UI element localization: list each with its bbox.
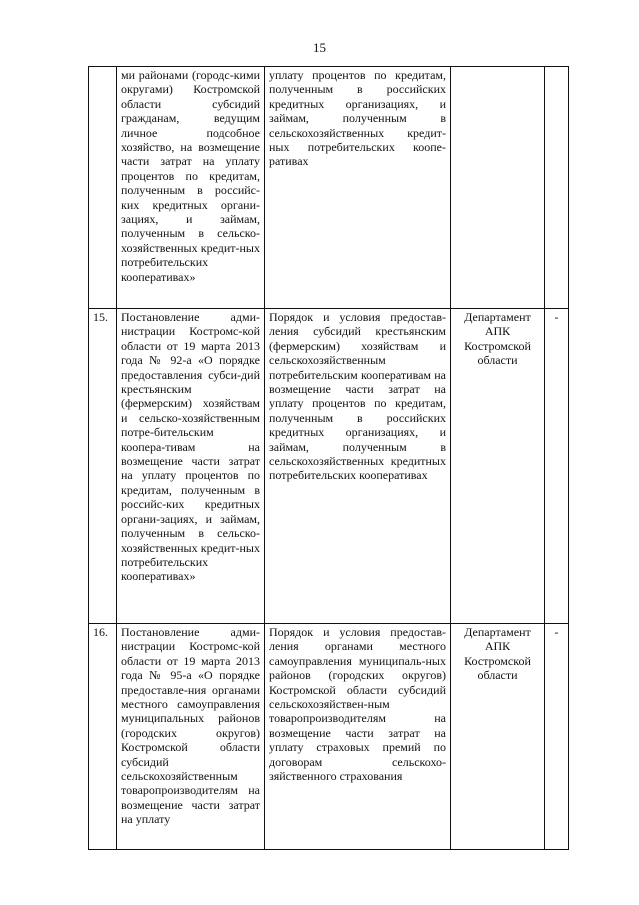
page-number: 15	[313, 40, 326, 55]
table-row	[89, 67, 569, 309]
row-number: 16.	[89, 624, 117, 850]
act-description-cell: уплату процентов по кредитам, полученным в российских кредитных организациях, и займам, полученным в сельскохозяйственных кредит-ных потребительских коопе-ративах	[265, 67, 451, 309]
act-description-cell: Порядок и условия предостав-ления органами местного самоуправления муниципаль-ных районов (городских округов) Костромской области субсидий сельскохозяйствен-ным товаропроизводителям на возмещение части затрат на уплату страховых премий по договорам сельскохо-зяйственного страхования	[265, 624, 451, 850]
department-cell	[451, 67, 545, 309]
act-description-cell: Порядок и условия предостав-ления субсидий крестьянским (фермерским) хозяйствам и сельскохозяйственным потребительским кооперативам на возмещение части затрат на уплату процентов по кредитам, полученным в российских кредитных организациях, и займам, полученным в сельскохозяйственных кредитных потребительских кооперативах	[265, 309, 451, 624]
regulations-table	[88, 66, 569, 850]
table-row	[89, 309, 569, 624]
act-name-cell: ми районами (городс-кими округами) Костромской области субсидий гражданам, ведущим личное подсобное хозяйство, на возмещение части затрат на уплату процентов по кредитам, полученным в российс-ких кредитных органи-зациях, и займам, полученным в сельско-хозяйственных кредит-ных потребительских кооперативах»	[117, 67, 265, 309]
act-name-cell: Постановление адми-нистрации Костромс-кой области от 19 марта 2013 года № 92-а «О порядке предоставления субси-дий крестьянским (фермерским) хозяйствам и сельско-хозяйственным потре-бительским коопера-тивам на возмещение части затрат на уплату процентов по кредитам, полученным в российс-ких кредитных органи-зациях, и займам, полученным в сельско-хозяйственных кредит-ных потребительских кооперативах»	[117, 309, 265, 624]
act-name-cell: Постановление адми-нистрации Костромс-кой области от 19 марта 2013 года № 95-а «О порядке предоставле-ния органами местного самоуправления муниципальных районов (городских округов) Костромской области субсидий сельскохозяйственным товаропроизводителям на возмещение части затрат на уплату	[117, 624, 265, 850]
department-cell: Департамент АПК Костромской области	[451, 309, 545, 624]
department-cell: Департамент АПК Костромской области	[451, 624, 545, 850]
extra-cell: -	[545, 624, 569, 850]
extra-cell	[545, 67, 569, 309]
table-row	[89, 624, 569, 850]
extra-cell: -	[545, 309, 569, 624]
row-number: 15.	[89, 309, 117, 624]
row-number	[89, 67, 117, 309]
